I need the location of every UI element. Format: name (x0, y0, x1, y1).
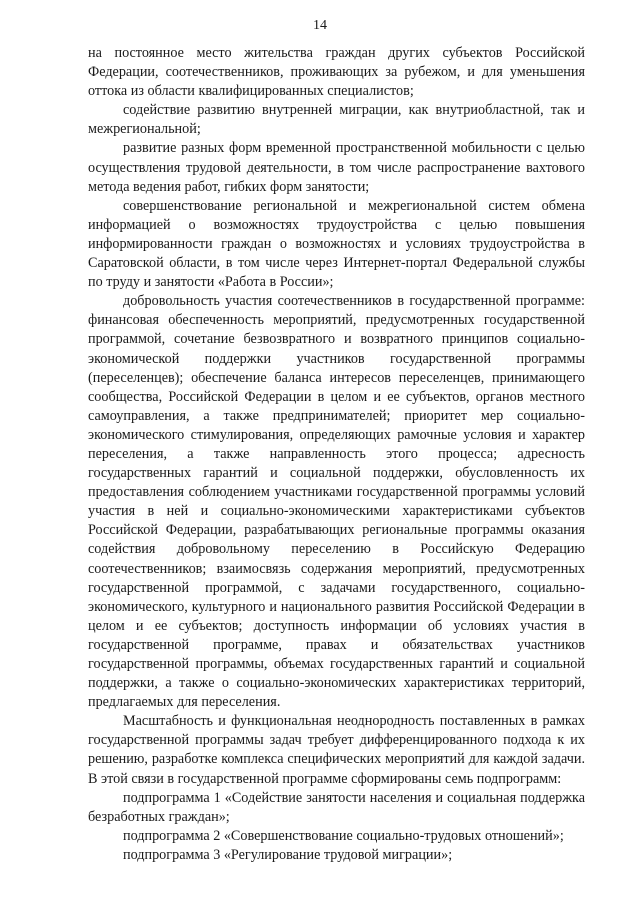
paragraph-information-exchange: совершенствование региональной и межрегиональной систем обмена информацией о возможностях трудоустройства с целью повышения информированности граждан о возможностях и условиях трудоустройства в Саратовской области, в том числе через Интернет-портал Федеральной службы по труду и занятости «Работа в России»; (88, 197, 585, 291)
subprogram-3: подпрограмма 3 «Регулирование трудовой миграции»; (123, 846, 453, 863)
subprogram-2: подпрограмма 2 «Совершенствование социально-трудовых отношений»; (123, 827, 564, 844)
paragraph-internal-migration: содействие развитию внутренней миграции, как внутриобластной, так и межрегиональной; (88, 102, 585, 138)
paragraph-continuation: на постоянное место жительства граждан других субъектов Российской Федерации, соотечественников, проживающих за рубежом, и для уменьшения оттока из области квалифицированных специалистов; (88, 45, 585, 100)
paragraph-program-scope: Масштабность и функциональная неоднородность поставленных в рамках государственной программы задач требует дифференцированного подхода к их решению, разработке комплекса специфических мероприятий для каждой задачи. В этой связи в государственной программе сформированы семь подпрограмм: (88, 713, 585, 787)
paragraph-voluntary-participation: добровольность участия соотечественников в государственной программе: финансовая обеспеченность мероприятий, предусмотренных государственной программой, сочетание безвозвратного и возвратного принципов социально-экономической поддержки участников государственной программы (переселенцев); обеспечение баланса интересов переселенцев, принимающего сообщества, Российской Федерации в целом и ее субъектов, органов местного самоуправления, а также предпринимателей; приоритет мер социально-экономического стимулирования, определяющих рамочные условия и характер переселения, а также направленность этого процесса; адресность государственных гарантий и социальной поддержки, обусловленность их предоставления соблюдением участниками государственной программы условий участия в ней и социально-экономическими характеристиками субъектов Российской Федерации, разрабатывающих региональные программы оказания содействия добровольному переселению в Российскую Федерацию соотечественников; взаимосвязь содержания мероприятий, предусмотренных государственной программой, с задачами государственного, социально-экономического, культурного и национального развития Российской Федерации в целом и ее субъектов; доступность информации об условиях участия в государственной программе, правах и обязательствах участников государственной программы, объемах государственных гарантий и социальной поддержки, а также о социально-экономических характеристиках территорий, предлагаемых для переселения. (88, 293, 585, 711)
document-body (88, 44, 585, 865)
paragraph-spatial-mobility: развитие разных форм временной пространственной мобильности с целью осуществления трудовой деятельности, в том числе распространение вахтового метода ведения работ, гибких форм занятости; (88, 140, 585, 195)
page-number: 14 (313, 18, 327, 33)
subprogram-1: подпрограмма 1 «Содействие занятости населения и социальная поддержка безработных граждан»; (88, 789, 585, 825)
